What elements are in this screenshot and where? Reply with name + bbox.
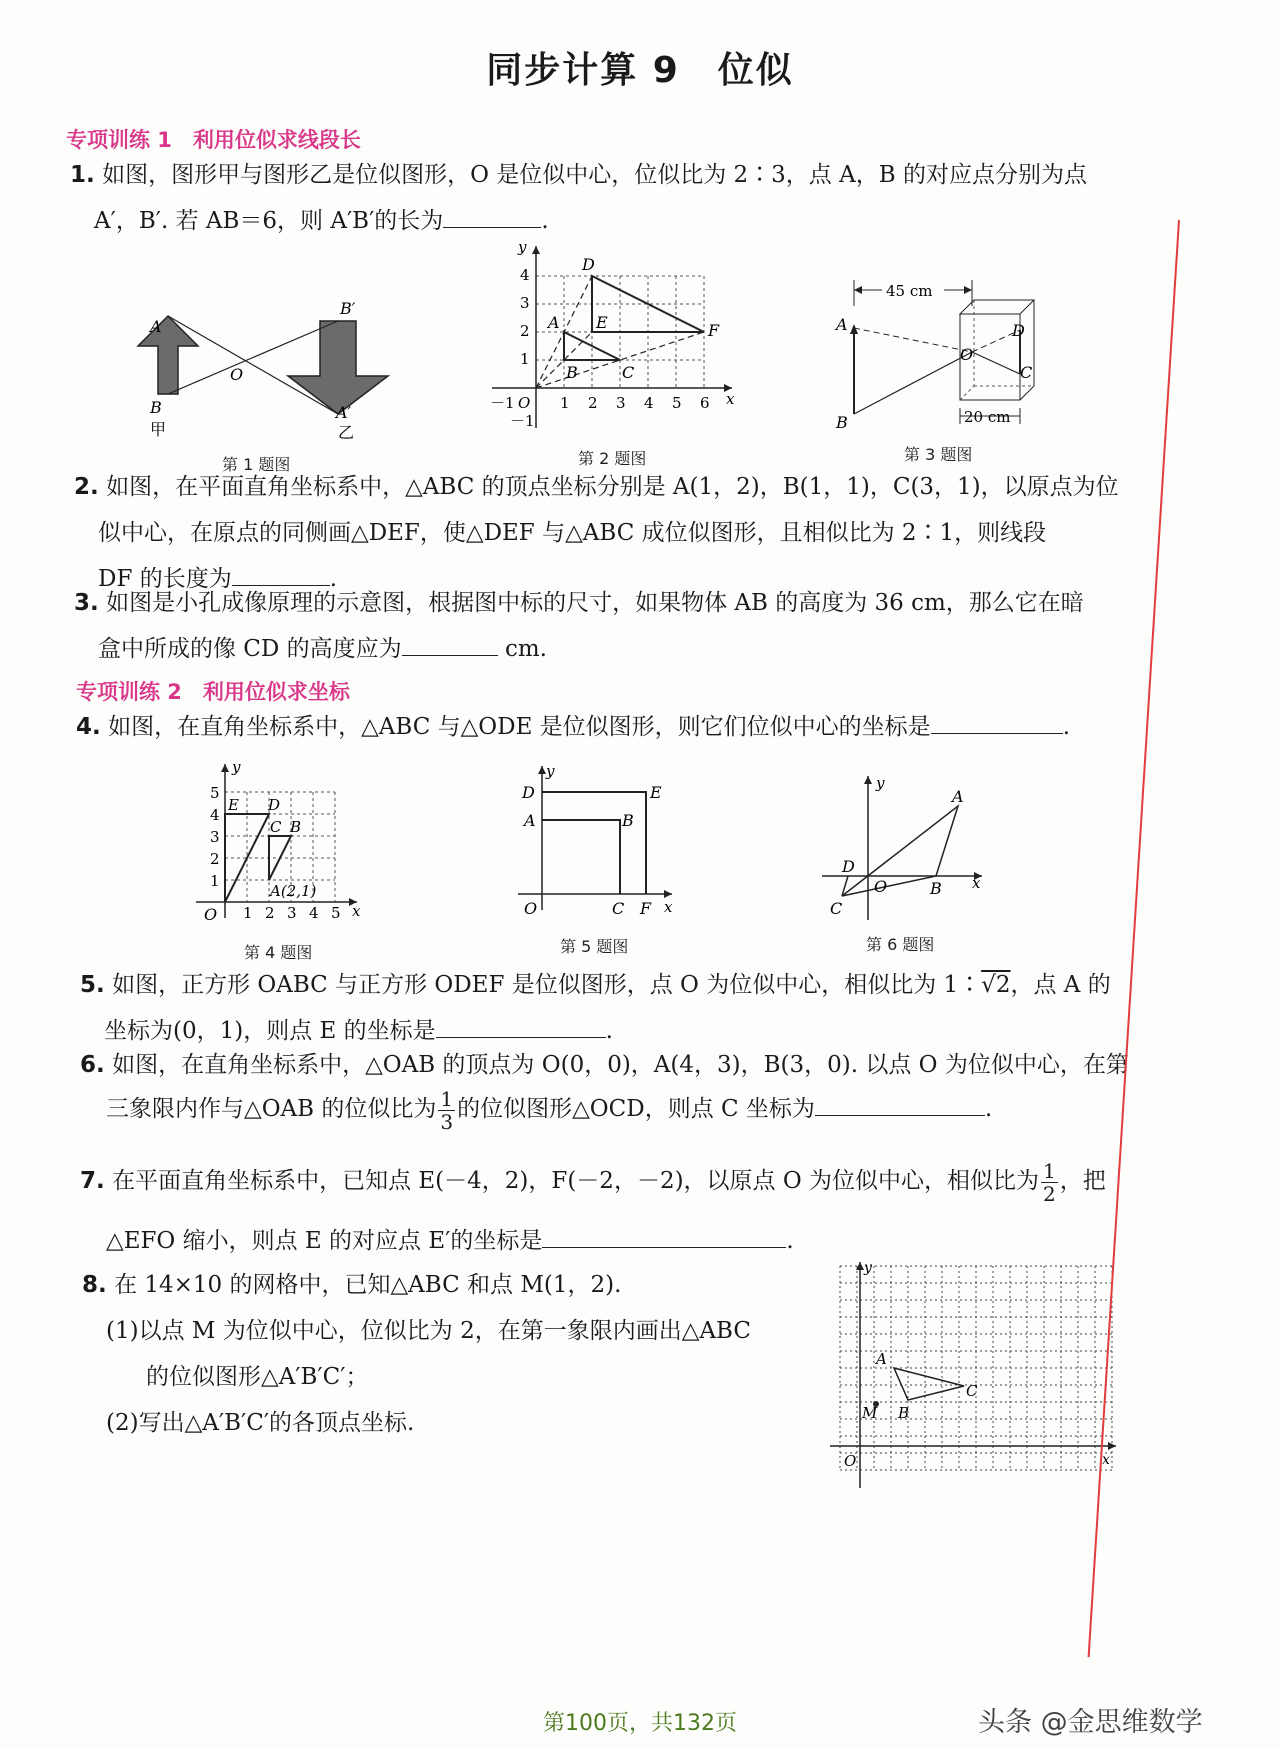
label-A-prime: A′ bbox=[336, 403, 352, 422]
axis-y-label: y bbox=[876, 774, 885, 792]
label-B: B bbox=[836, 413, 848, 432]
label-A: A bbox=[952, 787, 964, 806]
label-A: A bbox=[524, 811, 536, 830]
label-F: F bbox=[640, 899, 652, 918]
question-text: . bbox=[786, 1228, 794, 1254]
question-text: 在 14×10 的网格中，已知△ABC 和点 M(1，2). bbox=[114, 1272, 622, 1298]
figure-5 bbox=[512, 760, 682, 920]
caption-fig6: 第 6 题图 bbox=[866, 935, 935, 954]
y-tick: 2 bbox=[520, 322, 530, 340]
fraction-one-third bbox=[438, 1088, 455, 1133]
label-C: C bbox=[612, 899, 625, 918]
y-tick: 4 bbox=[520, 266, 530, 284]
question-1 bbox=[70, 152, 1250, 244]
label-B: B bbox=[150, 398, 162, 417]
section-heading-1: 专项训练 1 利用位似求线段长 bbox=[66, 128, 361, 152]
label-C: C bbox=[622, 363, 635, 382]
axis-y-label: y bbox=[546, 762, 555, 780]
label-B: B bbox=[290, 818, 302, 836]
figure-3 bbox=[832, 272, 1052, 442]
x-tick: 1 bbox=[560, 394, 570, 412]
question-number: 5. bbox=[80, 972, 105, 998]
origin-label: O bbox=[204, 905, 218, 924]
label-C: C bbox=[1020, 363, 1033, 382]
label-yi: 乙 bbox=[338, 423, 355, 442]
label-C: C bbox=[830, 899, 843, 918]
question-text: 如图，在直角坐标系中，△OAB 的顶点为 O(0，0)，A(4，3)，B(3，0). 以点 O 为位似中心，在第 bbox=[112, 1052, 1129, 1078]
label-B: B bbox=[898, 1404, 910, 1422]
question-6 bbox=[80, 1042, 1260, 1088]
y-tick: 1 bbox=[210, 872, 220, 890]
fraction-numerator: 1 bbox=[1043, 1158, 1056, 1183]
watermark: 头条 @金思维数学 bbox=[978, 1707, 1203, 1738]
label-D: D bbox=[268, 796, 281, 814]
dim-20: 20 cm bbox=[964, 408, 1011, 426]
label-M: M bbox=[862, 1404, 878, 1422]
caption-fig5: 第 5 题图 bbox=[560, 937, 629, 956]
section-heading-2: 专项训练 2 利用位似求坐标 bbox=[76, 680, 350, 704]
question-number: 4. bbox=[76, 714, 101, 740]
figure-1 bbox=[118, 296, 408, 446]
question-text: 如图是小孔成像原理的示意图，根据图中标的尺寸，如果物体 AB 的高度为 36 cm，那么它在暗 bbox=[106, 590, 1084, 616]
label-A: A bbox=[548, 313, 560, 332]
question-text: 坐标为(0，1)，则点 E 的坐标是 bbox=[104, 1018, 436, 1044]
axis-x-label: x bbox=[726, 390, 735, 408]
dim-45: 45 cm bbox=[886, 282, 933, 300]
question-number: 6. bbox=[80, 1052, 105, 1078]
question-text: . bbox=[329, 566, 338, 592]
label-A: A bbox=[836, 315, 848, 334]
label-B: B bbox=[566, 363, 578, 382]
question-number: 8. bbox=[82, 1272, 107, 1298]
x-tick: 2 bbox=[265, 904, 275, 922]
question-3 bbox=[74, 580, 1254, 672]
figure-8 bbox=[826, 1256, 1126, 1492]
label-A: A bbox=[876, 1350, 887, 1368]
figure-6 bbox=[818, 772, 988, 922]
label-O: O bbox=[960, 345, 974, 364]
answer-blank[interactable] bbox=[931, 732, 1063, 734]
label-D: D bbox=[582, 255, 595, 274]
label-F: F bbox=[708, 321, 720, 340]
question-text: 的位似图形△A′B′C′； bbox=[146, 1364, 369, 1390]
fraction-denominator: 2 bbox=[1043, 1181, 1056, 1206]
page-footer: 第100页，共132页 bbox=[543, 1711, 737, 1736]
page-title: 同步计算 9 位似 bbox=[486, 50, 794, 91]
sqrt-two: √2 bbox=[981, 972, 1011, 998]
question-5 bbox=[80, 962, 1260, 1054]
x-tick: －1 bbox=[490, 394, 515, 412]
origin-label: O bbox=[524, 899, 538, 918]
y-tick: 5 bbox=[210, 784, 220, 802]
axis-x-label: x bbox=[352, 902, 361, 920]
question-text: (1)以点 M 为位似中心，位似比为 2，在第一象限内画出△ABC bbox=[106, 1318, 751, 1344]
axis-x-label: x bbox=[972, 874, 981, 892]
question-text: △EFO 缩小，则点 E 的对应点 E′的坐标是 bbox=[106, 1228, 543, 1254]
question-text: (2)写出△A′B′C′的各顶点坐标. bbox=[106, 1410, 415, 1436]
label-E: E bbox=[650, 783, 662, 802]
question-number: 1. bbox=[70, 162, 95, 188]
question-text: 似中心，在原点的同侧画△DEF，使△DEF 与△ABC 成位似图形，且相似比为 2∶1，则线段 bbox=[98, 520, 1047, 546]
label-O: O bbox=[230, 365, 244, 384]
caption-fig1: 第 1 题图 bbox=[222, 455, 291, 474]
figure-4 bbox=[192, 758, 382, 928]
caption-fig3: 第 3 题图 bbox=[904, 445, 973, 464]
y-tick: 3 bbox=[210, 828, 220, 846]
figure-2 bbox=[484, 238, 754, 438]
label-B: B bbox=[930, 879, 942, 898]
label-C: C bbox=[270, 818, 282, 836]
y-tick: 4 bbox=[210, 806, 220, 824]
question-8 bbox=[82, 1262, 862, 1446]
label-A: A(2,1) bbox=[270, 882, 317, 900]
question-number: 3. bbox=[74, 590, 99, 616]
axis-x-label: x bbox=[1102, 1452, 1110, 1468]
caption-fig2: 第 2 题图 bbox=[578, 449, 647, 468]
axis-y-label: y bbox=[518, 238, 527, 256]
y-tick: －1 bbox=[510, 412, 535, 430]
y-tick: 3 bbox=[520, 294, 530, 312]
question-text: DF 的长度为 bbox=[98, 566, 232, 592]
caption-fig4: 第 4 题图 bbox=[244, 943, 313, 962]
label-B: B bbox=[622, 811, 634, 830]
x-tick: 6 bbox=[700, 394, 710, 412]
question-text: 如图，图形甲与图形乙是位似图形，O 是位似中心，位似比为 2∶3，点 A，B 的对应点分别为点 bbox=[102, 162, 1087, 188]
y-tick: 2 bbox=[210, 850, 220, 868]
answer-blank[interactable] bbox=[443, 226, 541, 228]
label-D: D bbox=[842, 857, 855, 876]
question-number: 7. bbox=[80, 1168, 105, 1194]
question-7 bbox=[80, 1158, 1260, 1205]
label-B-prime: B′ bbox=[340, 299, 356, 318]
label-D: D bbox=[1012, 321, 1025, 340]
question-text: 如图，在直角坐标系中，△ABC 与△ODE 是位似图形，则它们位似中心的坐标是 bbox=[108, 714, 931, 740]
label-C: C bbox=[966, 1382, 978, 1400]
question-text: 在平面直角坐标系中，已知点 E(－4，2)，F(－2，－2)，以原点 O 为位似中心，相似比为 bbox=[112, 1168, 1040, 1194]
question-text: 盒中所成的像 CD 的高度应为 bbox=[98, 636, 402, 662]
x-tick: 5 bbox=[672, 394, 682, 412]
x-tick: 2 bbox=[588, 394, 598, 412]
x-tick: 5 bbox=[331, 904, 341, 922]
label-A: A bbox=[150, 317, 162, 336]
fraction-denominator: 3 bbox=[440, 1109, 454, 1134]
question-text: . bbox=[605, 1018, 613, 1044]
question-text: . bbox=[541, 208, 549, 234]
question-text: 的位似图形△OCD，则点 C 坐标为 bbox=[457, 1096, 815, 1122]
answer-blank[interactable] bbox=[542, 1246, 786, 1248]
margin-red-line bbox=[1088, 220, 1180, 1657]
question-4 bbox=[76, 704, 1256, 750]
label-jia: 甲 bbox=[150, 420, 167, 439]
axis-y-label: y bbox=[864, 1260, 872, 1276]
question-number: 2. bbox=[74, 474, 99, 500]
x-tick: 4 bbox=[644, 394, 654, 412]
label-E: E bbox=[596, 313, 608, 332]
question-text: cm. bbox=[504, 636, 547, 662]
label-D: D bbox=[522, 783, 535, 802]
origin-label: O bbox=[518, 394, 531, 412]
fraction-one-half bbox=[1041, 1160, 1058, 1205]
question-text: A′，B′. 若 AB＝6，则 A′B′的长为 bbox=[94, 208, 444, 234]
origin-label: O bbox=[874, 877, 888, 896]
question-text: ，点 A 的 bbox=[1010, 972, 1111, 998]
fraction-numerator: 1 bbox=[440, 1086, 454, 1111]
answer-blank[interactable] bbox=[402, 654, 498, 656]
axis-y-label: y bbox=[232, 758, 241, 776]
question-text: ，把 bbox=[1059, 1168, 1106, 1194]
origin-label: O bbox=[844, 1452, 857, 1470]
x-tick: 3 bbox=[616, 394, 626, 412]
question-text: . bbox=[984, 1096, 993, 1122]
question-text: 三象限内作与△OAB 的位似比为 bbox=[106, 1096, 437, 1122]
answer-blank[interactable] bbox=[815, 1114, 985, 1116]
question-text: 如图，在平面直角坐标系中，△ABC 的顶点坐标分别是 A(1，2)，B(1，1)，C(3，1)，以原点为位 bbox=[106, 474, 1119, 500]
axis-x-label: x bbox=[664, 898, 673, 916]
x-tick: 4 bbox=[309, 904, 319, 922]
x-tick: 3 bbox=[287, 904, 297, 922]
label-E: E bbox=[228, 796, 239, 814]
question-text: 如图，正方形 OABC 与正方形 ODEF 是位似图形，点 O 为位似中心，相似比为 1∶ bbox=[112, 972, 982, 998]
answer-blank[interactable] bbox=[436, 1036, 606, 1038]
x-tick: 1 bbox=[243, 904, 253, 922]
question-6-line2 bbox=[106, 1086, 1266, 1133]
y-tick: 1 bbox=[520, 350, 530, 368]
question-text: . bbox=[1062, 714, 1070, 740]
